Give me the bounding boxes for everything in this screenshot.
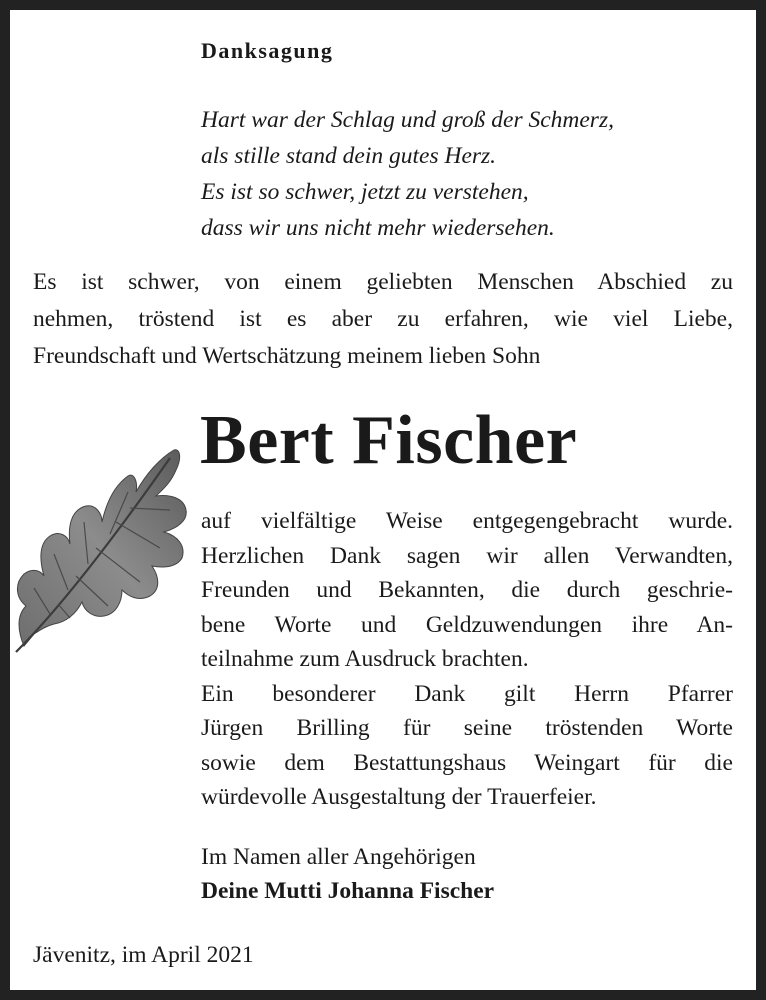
place-date: Jävenitz, im April 2021 xyxy=(33,942,254,968)
deceased-name: Bert Fischer xyxy=(200,402,578,479)
thanks-paragraph xyxy=(201,504,733,815)
poem-line: Hart war der Schlag und groß der Schmerz, xyxy=(201,107,614,133)
poem-line: Es ist so schwer, jetzt zu verstehen, xyxy=(201,179,529,205)
intro-line: Es ist schwer, von einem geliebten Menschen Abschied zu xyxy=(33,269,733,295)
body-line: bene Worte und Geldzuwendungen ihre An- xyxy=(201,611,733,638)
oak-leaf-icon xyxy=(10,418,188,653)
poem-line: dass wir uns nicht mehr wiedersehen. xyxy=(201,215,555,241)
body-line: Jürgen Brilling für seine tröstenden Worte xyxy=(201,715,733,741)
body-line: auf vielfältige Weise entgegengebracht wurde. xyxy=(201,508,733,534)
body-line: Ein besonderer Dank gilt Herrn Pfarrer xyxy=(201,680,733,707)
intro-line: nehmen, tröstend ist es aber zu erfahren, wie viel Liebe, xyxy=(33,306,733,332)
body-line: Herzlichen Dank sagen wir allen Verwandten, xyxy=(201,542,733,569)
body-line: sowie dem Bestattungshaus Weingart für die xyxy=(201,749,733,776)
signature: Deine Mutti Johanna Fischer xyxy=(201,878,495,904)
closing-line: Im Namen aller Angehörigen xyxy=(201,844,476,870)
intro-line: Freundschaft und Wertschätzung meinem lieben Sohn xyxy=(33,343,541,369)
poem-line: als stille stand dein gutes Herz. xyxy=(201,143,497,169)
memorial-poem xyxy=(201,102,614,246)
body-line: teilnahme zum Ausdruck brachten. xyxy=(201,646,529,672)
body-line: würdevolle Ausgestaltung der Trauerfeier. xyxy=(201,784,597,810)
body-line: Freunden und Bekannten, die durch geschrie- xyxy=(201,577,733,603)
notice-heading: Danksagung xyxy=(201,38,334,63)
intro-paragraph xyxy=(33,264,733,375)
signoff xyxy=(201,840,494,908)
